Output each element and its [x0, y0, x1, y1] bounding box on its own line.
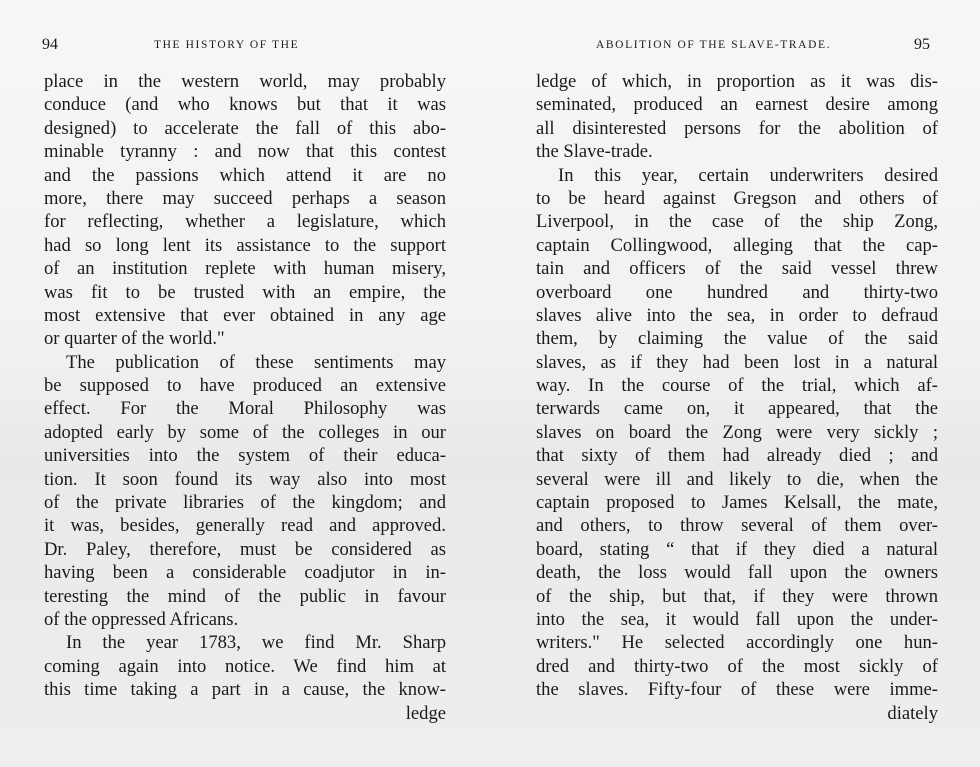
text-line: In the year 1783, we find Mr. Sharp — [66, 632, 446, 654]
text-line: that sixty of them had already died ; and — [536, 445, 938, 467]
text-line: Liverpool, in the case of the ship Zong, — [536, 211, 938, 233]
text-line: it was, besides, generally read and approved. — [44, 515, 446, 537]
text-line: into the sea, it would fall upon the under- — [536, 608, 938, 630]
text-line: of an institution replete with human misery, — [44, 258, 446, 280]
text-line: adopted early by some of the colleges in our — [44, 421, 446, 443]
right-body-text — [536, 70, 938, 725]
text-line: designed) to accelerate the fall of this abo- — [44, 117, 446, 139]
text-line: and the passions which attend it are no — [44, 164, 446, 186]
text-line: board, stating “ that if they died a natural — [536, 538, 938, 560]
left-body-text — [44, 70, 446, 725]
text-line: seminated, produced an earnest desire among — [536, 94, 938, 116]
text-line: of the ship, but that, if they were thrown — [536, 585, 938, 607]
text-line: writers." He selected accordingly one hun- — [536, 632, 938, 654]
left-page-number: 94 — [42, 36, 58, 53]
text-line: Dr. Paley, therefore, must be considered as — [44, 538, 446, 560]
text-line: The publication of these sentiments may — [66, 351, 446, 373]
text-line: terwards came on, it appeared, that the — [536, 398, 938, 420]
text-line: way. In the course of the trial, which af- — [536, 375, 938, 397]
catchword: ledge — [405, 702, 446, 724]
text-line: place in the western world, may probably — [44, 71, 446, 92]
text-line: captain Collingwood, alleging that the cap- — [536, 234, 938, 256]
text-line: this time taking a part in a cause, the know- — [44, 679, 446, 701]
text-line: for reflecting, whether a legislature, which — [44, 211, 446, 233]
text-line: the slaves. Fifty-four of these were imme- — [536, 679, 938, 701]
text-line: several were ill and likely to die, when the — [536, 468, 938, 490]
text-line: ledge of which, in proportion as it was dis- — [536, 71, 938, 92]
text-line: more, there may succeed perhaps a season — [44, 187, 446, 209]
text-line: them, by claiming the value of the said — [536, 328, 938, 350]
text-line: slaves on board the Zong were very sickly ; — [536, 421, 938, 443]
text-line: having been a considerable coadjutor in in- — [44, 562, 446, 584]
text-line: tion. It soon found its way also into most — [44, 468, 446, 490]
right-page — [490, 0, 980, 767]
text-line: In this year, certain underwriters desired — [558, 164, 938, 186]
text-line: most extensive that ever obtained in any age — [44, 304, 446, 326]
text-line: universities into the system of their educa- — [44, 445, 446, 467]
text-line: of the private libraries of the kingdom; and — [44, 492, 446, 514]
text-line: tain and officers of the said vessel threw — [536, 258, 938, 280]
text-line: teresting the mind of the public in favour — [44, 585, 446, 607]
text-line: captain proposed to James Kelsall, the mate, — [536, 492, 938, 514]
text-line: effect. For the Moral Philosophy was — [44, 398, 446, 420]
text-line: the Slave-trade. — [536, 141, 653, 163]
text-line: be supposed to have produced an extensive — [44, 375, 446, 397]
catchword: diately — [887, 702, 938, 724]
text-line: dred and thirty-two of the most sickly of — [536, 655, 938, 677]
text-line: all disinterested persons for the abolition of — [536, 117, 938, 139]
right-running-head — [536, 34, 930, 56]
left-running-head — [42, 34, 447, 56]
text-line: was fit to be trusted with an empire, the — [44, 281, 446, 303]
text-line: overboard one hundred and thirty-two — [536, 281, 938, 303]
left-header-title: THE HISTORY OF THE — [154, 39, 300, 51]
text-line: to be heard against Gregson and others of — [536, 187, 938, 209]
text-line: conduce (and who knows but that it was — [44, 94, 446, 116]
text-line: or quarter of the world." — [44, 328, 225, 350]
text-line: and others, to throw several of them over- — [536, 515, 938, 537]
text-line: coming again into notice. We find him at — [44, 655, 446, 677]
text-line: death, the loss would fall upon the owners — [536, 562, 938, 584]
text-line: had so long lent its assistance to the support — [44, 234, 446, 256]
text-line: of the oppressed Africans. — [44, 608, 239, 630]
text-line: slaves, as if they had been lost in a natural — [536, 351, 938, 373]
text-line: slaves alive into the sea, in order to defraud — [536, 304, 938, 326]
text-line: minable tyranny : and now that this contest — [44, 141, 446, 163]
right-page-number: 95 — [914, 36, 930, 53]
right-header-title: ABOLITION OF THE SLAVE-TRADE. — [596, 39, 832, 51]
